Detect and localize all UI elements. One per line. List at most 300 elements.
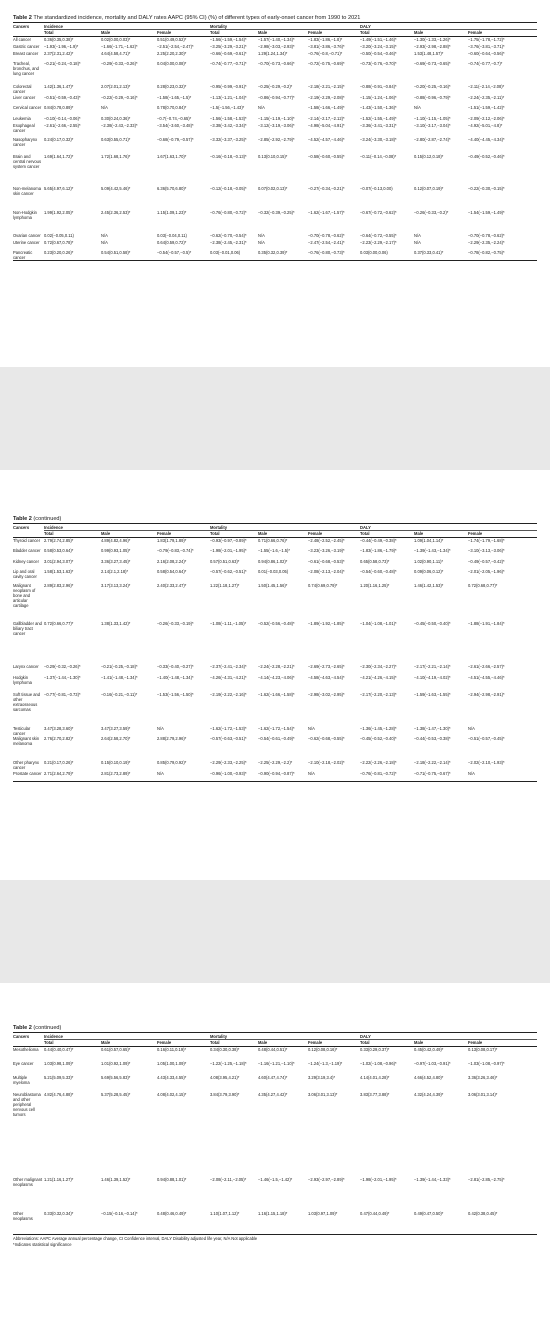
- table-cell: 1.02(0.90,1.11)*: [414, 558, 444, 564]
- table-cell: −0.90(−0.94,−0.87)*: [258, 771, 308, 782]
- table-cell: 1.16(1.15,1.18)*: [258, 1211, 308, 1235]
- table-cell: −1.83(−1.86,−1.79)*: [360, 548, 397, 553]
- table-cell: −0.62(−0.70,−0.54)*: [210, 232, 247, 238]
- table-cell: −0.26(−0.33,−0.19)*: [157, 621, 194, 626]
- table-cell: 0.21(0.17,0.26)*: [44, 760, 74, 765]
- table-cell: 6.36(5.70,6.80)*: [157, 185, 187, 191]
- table-cell: −4.40(−4.45,−4.34)*: [468, 137, 505, 143]
- table-cell: −3.24(−3.30,−3.18)*: [360, 137, 397, 143]
- table-cell: −1.03(−1.08,−0.97)*: [468, 1060, 505, 1066]
- column-header-total: Total: [210, 1040, 258, 1047]
- table-cell: −1.98(−2.01,−1.95)*: [360, 1176, 397, 1182]
- table-row: [13, 726, 537, 737]
- column-group-mortality: Mortality: [210, 23, 360, 30]
- table-cell: −3.81(−3.86,−3.76)*: [308, 43, 345, 49]
- table-cell: −0.21(−0.25,−0.18)*: [101, 664, 138, 669]
- table-cell: 0.36(0.35,0.38)*: [44, 37, 74, 42]
- table-cell: 0.58(0.53,0.64)*: [44, 548, 74, 553]
- table-cell: 4.43(4.33,4.55)*: [157, 1074, 187, 1080]
- column-header-total: Total: [210, 30, 258, 37]
- table-cell: −0.52(−0.56,−0.48)*: [258, 621, 295, 626]
- table-cell: −4.26(−4.31,−4.21)*: [210, 674, 247, 680]
- table-cell: −2.98(−3.03,−2.93)*: [258, 43, 295, 49]
- cancer-name: Thyroid cancer: [13, 538, 41, 543]
- table-cell: −0.44(−0.53,−0.38)*: [414, 736, 451, 741]
- table-cell: −0.95(−0.99,−0.91)*: [210, 84, 247, 90]
- table-cell: 0.78(0.70,0.84)*: [157, 105, 187, 111]
- table-cell: 0.61(0.57,0.65)*: [101, 1047, 131, 1052]
- cancer-name: Kidney cancer: [13, 558, 39, 564]
- table-cell: 5.09(4.42,5.46)*: [101, 185, 131, 191]
- cancer-name: Soft tissue and other extraosseous sarcomas: [13, 691, 41, 712]
- table-cell: −2.25(−2.29,−2.2)*: [258, 760, 293, 765]
- table-caption: [13, 15, 537, 22]
- table-cell: −2.18(−2.21,−2.15)*: [308, 84, 345, 90]
- table-cell: −3.38(−3.42,−3.34)*: [210, 123, 247, 129]
- column-header-male: Male: [258, 30, 308, 37]
- table-cell: −2.14(−2.17,−2.12)*: [308, 115, 345, 121]
- column-header-female: Female: [308, 30, 360, 37]
- table-cell: −1.98(−2.01,−1.95)*: [210, 548, 247, 553]
- table-cell: −0.11(−0.14,−0.08)*: [360, 154, 397, 160]
- table-cell: −3.36(−3.41,−3.31)*: [360, 123, 397, 129]
- table-cell: 0.47(0.44,0.49)*: [360, 1211, 414, 1235]
- table-cell: −4.52(−4.57,−4.46)*: [308, 137, 345, 143]
- cancer-name: Gastric cancer: [13, 43, 40, 49]
- table-cell: 0.02(−0.05,0.11): [44, 232, 74, 238]
- column-header-male: Male: [258, 531, 308, 538]
- table-title: (continued): [33, 516, 62, 522]
- table-cell: −0.22(−0.29,−0.16)*: [101, 94, 138, 100]
- cancer-name: Nasopharynx cancer: [13, 137, 38, 148]
- table-cell: 0.24(0.17,0.32)*: [44, 137, 74, 143]
- table-cell: 3.47(3.27,3.59)*: [101, 725, 131, 731]
- table-cell: −0.97(−1.03,−0.91)*: [414, 1060, 451, 1066]
- table-cell: 3.83(3.77,3.88)*: [360, 1091, 390, 1097]
- table-cell: −1.83(−1.86,−1.8)*: [308, 37, 343, 42]
- table-cell: −1.66(−1.71,−1.62)*: [101, 43, 138, 49]
- table-cell: −1.74(−1.79,−1.68)*: [468, 538, 505, 543]
- table-cell: −3.10(−3.13,−3.06)*: [468, 548, 505, 553]
- cancer-name: Bladder cancer: [13, 548, 41, 553]
- table-cell: −0.62(−0.68,−0.55)*: [308, 736, 345, 741]
- table-cell: 4.82(4.76,4.88)*: [44, 1091, 74, 1097]
- column-header-female: Female: [157, 531, 210, 538]
- column-header-blank: [13, 1040, 44, 1047]
- table-row: [13, 583, 537, 621]
- table-cell: N/A: [414, 105, 421, 111]
- table-cell: −0.76(−0.80,−0.73)*: [308, 250, 360, 261]
- table-row: [13, 250, 537, 261]
- table-cell: −2.22(−2.26,−2.18)*: [360, 760, 397, 765]
- data-table: [13, 523, 537, 782]
- table-cell: 0.33(0.32,0.34)*: [44, 1211, 101, 1235]
- table-cell: −0.66(−0.69,−0.61)*: [210, 50, 247, 56]
- table-cell: −0.76(−0.80,−0.72)*: [210, 209, 247, 215]
- table-cell: −2.29(−2.35,−2.24)*: [468, 239, 505, 245]
- table-cell: 1.05(1.00,1.09)*: [157, 1060, 187, 1066]
- column-header-male: Male: [101, 531, 157, 538]
- table-cell: 0.85(0.79,0.92)*: [157, 760, 187, 765]
- table-cell: −1.24(−1.3,−1.19)*: [308, 1060, 343, 1066]
- table-cell: −3.12(−3.19,−3.06)*: [258, 123, 295, 129]
- table-label: Table 2: [13, 15, 32, 21]
- table-row: [13, 675, 537, 692]
- table-cell: 2.81(2.73,2.89)*: [101, 771, 157, 782]
- table-cell: −1.57(−1.40,−1.34)*: [258, 37, 295, 42]
- column-header-total: Total: [44, 531, 101, 538]
- table-cell: 0.13(0.10,0.15)*: [258, 154, 288, 160]
- column-header-male: Male: [258, 1040, 308, 1047]
- column-group-mortality: Mortality: [210, 524, 360, 531]
- table-cell: −0.69(−0.73,−0.65)*: [414, 61, 451, 67]
- table-cell: 3.36(3.26,3.46)*: [468, 1074, 498, 1080]
- table-cell: −2.61(−2.66,−2.57)*: [468, 664, 505, 669]
- table-cell: 2.40(2.33,2.47)*: [157, 583, 187, 588]
- table-cell: 0.12(0.08,0.16)*: [308, 1047, 338, 1052]
- table-cell: −0.78(−0.82,−0.75)*: [468, 250, 537, 261]
- table-cell: −0.54(−0.57,−0.5)*: [157, 250, 210, 261]
- table-cell: 1.20(1.16,1.25)*: [360, 583, 390, 588]
- table-cell: 0.49(0.47,0.50)*: [414, 1211, 468, 1235]
- table-cell: −1.04(−1.08,−1.01)*: [360, 621, 397, 626]
- table-row: [13, 233, 537, 240]
- column-header-cancers: Cancers: [13, 23, 44, 30]
- column-header-total: Total: [360, 1040, 414, 1047]
- table-cell: 0.64(0.59,0.72)*: [157, 239, 187, 245]
- cancer-name: Colorectal cancer: [13, 84, 32, 95]
- column-header-female: Female: [157, 1040, 210, 1047]
- table-label: Table 2: [13, 516, 32, 522]
- column-header-total: Total: [44, 1040, 101, 1047]
- table-cell: −1.36(−1.45,−1.28)*: [360, 725, 397, 731]
- table-cell: 2.14(2.1,2.18)*: [101, 569, 129, 574]
- column-header-female: Female: [157, 30, 210, 37]
- table-cell: 3.84(3.79,3.90)*: [210, 1091, 240, 1097]
- table-row: [13, 760, 537, 771]
- table-cell: −1.62(−1.66,−1.58)*: [258, 691, 295, 697]
- table-cell: −0.45(−0.50,−0.40)*: [414, 621, 451, 626]
- table-cell: −1.40(−1.48,−1.34)*: [157, 674, 194, 680]
- table-cell: −1.30(−1.33,−1.26)*: [414, 37, 451, 42]
- table-cell: −0.88(−0.96,−0.79)*: [414, 94, 451, 100]
- column-header-male: Male: [101, 1040, 157, 1047]
- table-cell: −1.46(−1.5,−1.42)*: [258, 1176, 293, 1182]
- table-cell: 5.37(5.28,5.45)*: [101, 1091, 131, 1097]
- table-cell: −0.7(−0.74,−0.65)*: [157, 115, 192, 121]
- table-cell: −0.74(−0.77,−0.7)*: [468, 61, 503, 67]
- table-cell: 4.32(4.24,4.39)*: [414, 1091, 444, 1097]
- table-row: [13, 116, 537, 123]
- table-cell: 0.35(0.32,0.39)*: [258, 250, 308, 261]
- table-cell: −0.26(−0.33,−0.2)*: [414, 209, 449, 215]
- table-cell: −2.85(−2.92,−2.79)*: [258, 137, 295, 143]
- table-cell: 0.48(0.44,0.51)*: [258, 1047, 288, 1052]
- table-cell: −1.54(−1.59,−1.49)*: [468, 209, 505, 215]
- table-cell: −2.81(−2.85,−2.75)*: [468, 1176, 505, 1182]
- table-cell: 1.09(1.04,1.14)*: [414, 538, 444, 543]
- table-cell: 1.03(0.98,1.09)*: [44, 1060, 74, 1066]
- table-cell: 1.58(1.53,1.63)*: [44, 569, 74, 574]
- table-cell: −4.51(−4.55,−4.46)*: [468, 674, 505, 680]
- column-header-cancers: Cancers: [13, 524, 44, 531]
- table-row: [13, 538, 537, 549]
- table-cell: −3.20(−3.24,−3.15)*: [360, 43, 397, 49]
- cancer-name: Mesothelioma: [13, 1047, 39, 1052]
- table-cell: −0.49(−0.57,−0.42)*: [468, 558, 505, 564]
- table-cell: N/A: [258, 105, 265, 111]
- table-cell: −1.62(−1.72,−1.54)*: [258, 725, 295, 731]
- table-row: [13, 240, 537, 251]
- table-title: (continued): [33, 1025, 62, 1031]
- table-cell: 0.44(0.40,0.47)*: [44, 1047, 74, 1052]
- table-cell: 2.71(2.64,2.79)*: [44, 771, 101, 782]
- table-cell: −1.16(−1.21,−1.10)*: [258, 1060, 295, 1066]
- table-cell: −2.69(−2.73,−2.65)*: [308, 664, 345, 669]
- table-cell: 0.94(0.86,1.02)*: [258, 558, 288, 564]
- column-header-blank: [13, 30, 44, 37]
- column-header-total: Total: [360, 30, 414, 37]
- table-cell: −0.76(−0.81,−0.72)*: [360, 771, 414, 782]
- table-cell: −0.64(−0.72,−0.55)*: [360, 232, 397, 238]
- table-cell: −4.92(−5.01,−4.8)*: [468, 123, 503, 129]
- table-cell: −1.93(−1.96,−1.9)*: [44, 43, 79, 49]
- table-cell: −0.68(−0.79,−0.57)*: [157, 137, 194, 143]
- table-cell: −0.29(−0.33,−0.26)*: [101, 61, 138, 67]
- table-cell: N/A: [414, 239, 421, 245]
- table-cell: 0.57(0.51,0.63)*: [210, 558, 240, 564]
- table-cell: 2.89(2.83,2.96)*: [44, 583, 74, 588]
- table-header: [13, 524, 537, 538]
- table-header: [13, 23, 537, 37]
- table-cell: −1.02(−1.08,−0.96)*: [360, 1060, 397, 1066]
- table-cell: −3.32(−3.37,−3.25)*: [210, 137, 247, 143]
- table-cell: −3.10(−3.17,−3.04)*: [414, 123, 451, 129]
- table-cell: 4.60(4.47,4.74)*: [258, 1074, 288, 1080]
- table-cell: 0.12(0.07,0.19)*: [414, 185, 444, 191]
- table-cell: 3.47(3.28,3.60)*: [44, 725, 74, 731]
- table-cell: −1.5(−1.56,−1.43)*: [210, 105, 245, 111]
- table-row: [13, 1092, 537, 1177]
- table-row: [13, 569, 537, 583]
- table-cell: −0.45(−0.52,−0.40)*: [360, 736, 397, 741]
- table-cell: −0.25(−0.29,−0.2)*: [258, 84, 293, 90]
- table-cell: 3.06(3.01,3.14)*: [468, 1091, 498, 1097]
- column-header-total: Total: [44, 30, 101, 37]
- cancer-name: Liver cancer: [13, 94, 36, 100]
- table-cell: 5.21(5.09,5.33)*: [44, 1074, 74, 1080]
- table-row: [13, 692, 537, 726]
- column-group-incidence: Incidence: [44, 524, 210, 531]
- table-cell: −0.22(−0.30,−0.15)*: [468, 185, 505, 191]
- table-cell: 0.13(0.08,0.17)*: [468, 1047, 498, 1052]
- table-caption: [13, 1025, 537, 1032]
- cancer-name: Other malignant neoplasms: [13, 1176, 43, 1187]
- table-cell: 0.37(0.33,0.41)*: [414, 250, 468, 261]
- table-cell: 3.17(3.13,3.24)*: [101, 583, 131, 588]
- table-cell: N/A: [101, 232, 108, 238]
- cancer-name: Testicular cancer: [13, 725, 31, 736]
- table-cell: 2.76(2.70,2.82)*: [44, 736, 74, 741]
- table-cell: 0.48(0.46,0.49)*: [157, 1211, 210, 1235]
- table-cell: 1.01(0.92,1.09)*: [101, 1060, 131, 1066]
- cancer-name: Eye cancer: [13, 1060, 34, 1066]
- table-cell: N/A: [468, 725, 475, 731]
- table-row: [13, 664, 537, 675]
- table-cell: −0.73(−0.76,−0.70)*: [360, 61, 397, 67]
- cancer-name: Other neoplasms: [13, 1211, 44, 1235]
- cancer-name: Malignant neoplasm of bone and articular cartilage: [13, 583, 36, 608]
- table-row: [13, 621, 537, 664]
- table-row: [13, 105, 537, 116]
- table-cell: −2.61(−2.66,−2.55)*: [44, 123, 81, 129]
- table-cell: 0.28(0.23,0.32)*: [157, 84, 187, 90]
- table-cell: −2.93(−2.97,−2.89)*: [308, 1176, 345, 1182]
- table-cell: −2.48(−2.52,−2.45)*: [308, 538, 345, 543]
- table-cell: −2.19(−2.29,−2.08)*: [308, 94, 345, 100]
- cancer-name: Neuroblastoma and other peripheral nervous cell tumors: [13, 1091, 41, 1117]
- footnote-significance: *Indicates statistical significance: [13, 1242, 72, 1247]
- table-cell: 1.03(0.97,1.09)*: [308, 1211, 360, 1235]
- table-cell: −0.51(−0.59,−0.43)*: [44, 94, 81, 100]
- table-cell: 1.50(1.45,1.56)*: [258, 583, 288, 588]
- table-cell: −0.60(−0.64,−0.56)*: [468, 50, 505, 56]
- table-cell: −2.17(−2.21,−2.14)*: [414, 664, 451, 669]
- table-header: [13, 1033, 537, 1047]
- table-cell: 0.74(0.69,0.79)*: [308, 583, 338, 588]
- table-cell: 0.42(0.38,0.45)*: [468, 1211, 537, 1235]
- table-cell: −2.02(−2.10,−1.93)*: [468, 760, 505, 765]
- table-row: [13, 1075, 537, 1092]
- table-cell: −0.70(−0.73,−0.66)*: [258, 61, 295, 67]
- table-cell: −2.51(−2.54,−2.47)*: [157, 43, 194, 49]
- table-cell: −2.80(−2.87,−2.74)*: [414, 137, 451, 143]
- table-cell: 1.46(1.42,1.53)*: [414, 583, 444, 588]
- page-gap: [0, 880, 550, 983]
- cancer-name: Prostate cancer: [13, 771, 44, 782]
- table-cell: 2.25(2.20,2.30)*: [157, 50, 187, 56]
- table-cell: −0.50(−0.54,−0.46)*: [360, 50, 397, 56]
- table-cell: −0.58(−0.60,−0.55)*: [308, 154, 345, 160]
- table-row: [13, 1211, 537, 1235]
- table-cell: −0.70(−0.78,−0.62)*: [468, 232, 505, 238]
- table-cell: 1.53(1.48,1.57)*: [414, 50, 444, 56]
- table-cell: 0.04(0.00,0.08)*: [157, 61, 187, 67]
- table-cell: −2.11(−2.14,−2.08)*: [468, 84, 505, 90]
- table-cell: 0.72(0.68,0.77)*: [468, 583, 498, 588]
- table-cell: N/A: [414, 232, 421, 238]
- table-cell: −2.19(−2.22,−2.16)*: [210, 691, 247, 697]
- table-cell: −1.38(−1.47,−1.30)*: [414, 725, 451, 731]
- table-cell: −0.86(−0.94,−0.77)*: [258, 94, 295, 100]
- column-header-female: Female: [308, 531, 360, 538]
- table-cell: 0.71(0.66,0.76)*: [258, 538, 288, 543]
- table-cell: −0.76(−0.8,−0.71)*: [308, 50, 343, 56]
- table-cell: −0.72(−0.75,−0.69)*: [308, 61, 345, 67]
- table-cell: N/A: [308, 771, 360, 782]
- table-cell: N/A: [258, 232, 265, 238]
- table-cell: −2.94(−2.98,−2.91)*: [468, 691, 505, 697]
- table-cell: 0.84(0.78,0.89)*: [44, 105, 74, 111]
- table-cell: −0.21(−0.24,−0.18)*: [44, 61, 81, 67]
- table-cell: −3.25(−3.29,−3.21)*: [210, 43, 247, 49]
- table-row: [13, 548, 537, 559]
- table-cell: −0.16(−0.21,−0.11)*: [101, 691, 138, 697]
- table-cell: −1.10(−1.15,−1.05)*: [414, 115, 451, 121]
- table-cell: −2.30(−2.34,−2.27)*: [360, 664, 397, 669]
- table-cell: 3.01(2.94,3.07)*: [44, 558, 74, 564]
- table-section-1: [13, 15, 537, 261]
- table-cell: 0.30(0.24,0.36)*: [101, 115, 131, 121]
- table-cell: −1.08(−1.11,−1.05)*: [210, 621, 247, 626]
- cancer-name: Larynx cancer: [13, 664, 39, 669]
- table-cell: 1.72(1.68,1.76)*: [101, 154, 131, 160]
- table-cell: 2.64(2.58,2.70)*: [101, 736, 131, 741]
- table-cell: −1.39(−1.43,−1.34)*: [414, 548, 451, 553]
- table-cell: −0.67(−0.72,−0.62)*: [360, 209, 397, 215]
- table-cell: N/A: [101, 105, 108, 111]
- table-cell: 0.63(0.55,0.71)*: [101, 137, 131, 143]
- table-cell: −1.89(−1.92,−1.85)*: [308, 621, 345, 626]
- table-cell: 1.22(1.18,1.27)*: [210, 583, 240, 588]
- table-cell: −2.38(−2.45,−2.31)*: [210, 239, 247, 245]
- table-cell: 0.94(0.88,1.01)*: [157, 1176, 187, 1182]
- column-group-mortality: Mortality: [210, 1033, 360, 1040]
- data-table: [13, 1032, 537, 1235]
- table-cell: −0.79(−0.83,−0.74)*: [157, 548, 194, 553]
- cancer-name: Non-melanoma skin cancer: [13, 185, 41, 196]
- table-cell: 1.69(1.64,1.72)*: [44, 154, 74, 160]
- table-cell: −0.15(−0.16,−0.14)*: [101, 1211, 157, 1235]
- table-cell: −2.01(−2.05,−1.96)*: [468, 569, 505, 574]
- header-group-row: [13, 524, 537, 531]
- table-cell: 0.45(0.42,0.49)*: [414, 1047, 444, 1052]
- table-cell: −2.23(−2.29,−2.17)*: [360, 239, 397, 245]
- column-group-daly: DALY: [360, 524, 537, 531]
- table-cell: −1.75(−1.78,−1.72)*: [468, 37, 505, 42]
- table-body: [13, 538, 537, 782]
- table-cell: −1.22(−1.25,−1.18)*: [210, 1060, 247, 1066]
- table-cell: 0.07(0.02,0.13)*: [258, 185, 288, 191]
- table-cell: −2.93(−2.98,−2.88)*: [414, 43, 451, 49]
- table-cell: −0.54(−0.61,−0.49)*: [258, 736, 295, 741]
- table-row: [13, 95, 537, 106]
- table-cell: −1.56(−1.59,−1.54)*: [210, 37, 247, 42]
- table-cell: 1.38(1.33,1.42)*: [101, 621, 131, 626]
- table-cell: −2.10(−2.18,−2.02)*: [308, 760, 345, 765]
- table-cell: 0.65(0.58,0.73)*: [360, 558, 390, 564]
- table-cell: −0.27(−0.34,−0.21)*: [308, 185, 345, 191]
- table-cell: 4.66(4.52,4.80)*: [414, 1074, 444, 1080]
- table-cell: −2.08(−2.11,−2.05)*: [210, 1176, 247, 1182]
- header-group-row: [13, 1033, 537, 1040]
- column-header-blank: [13, 531, 44, 538]
- table-cell: −2.29(−2.33,−2.25)*: [210, 760, 247, 765]
- table-cell: −0.10(−0.14,−0.06)*: [44, 115, 81, 121]
- table-cell: −2.08(−2.13,−2.04)*: [308, 569, 345, 574]
- table-cell: −1.15(−1.24,−1.06)*: [360, 94, 397, 100]
- cancer-name: Esophageal cancer: [13, 123, 35, 134]
- table-cell: −0.71(−0.75,−0.67)*: [414, 771, 468, 782]
- cancer-name: All cancer: [13, 37, 31, 42]
- table-cell: −0.61(−0.68,−0.53)*: [308, 558, 345, 564]
- table-cell: −1.52(−1.55,−1.49)*: [360, 115, 397, 121]
- table-cell: −0.74(−0.77,−0.71)*: [210, 61, 247, 67]
- table-cell: 1.15(1.09,1.23)*: [157, 209, 187, 215]
- table-cell: −0.44(−0.49,−0.38)*: [360, 538, 397, 543]
- table-cell: 4.08(4.02,4.15)*: [157, 1091, 187, 1097]
- table-cell: 0.02(0.00,0.03)*: [101, 37, 131, 42]
